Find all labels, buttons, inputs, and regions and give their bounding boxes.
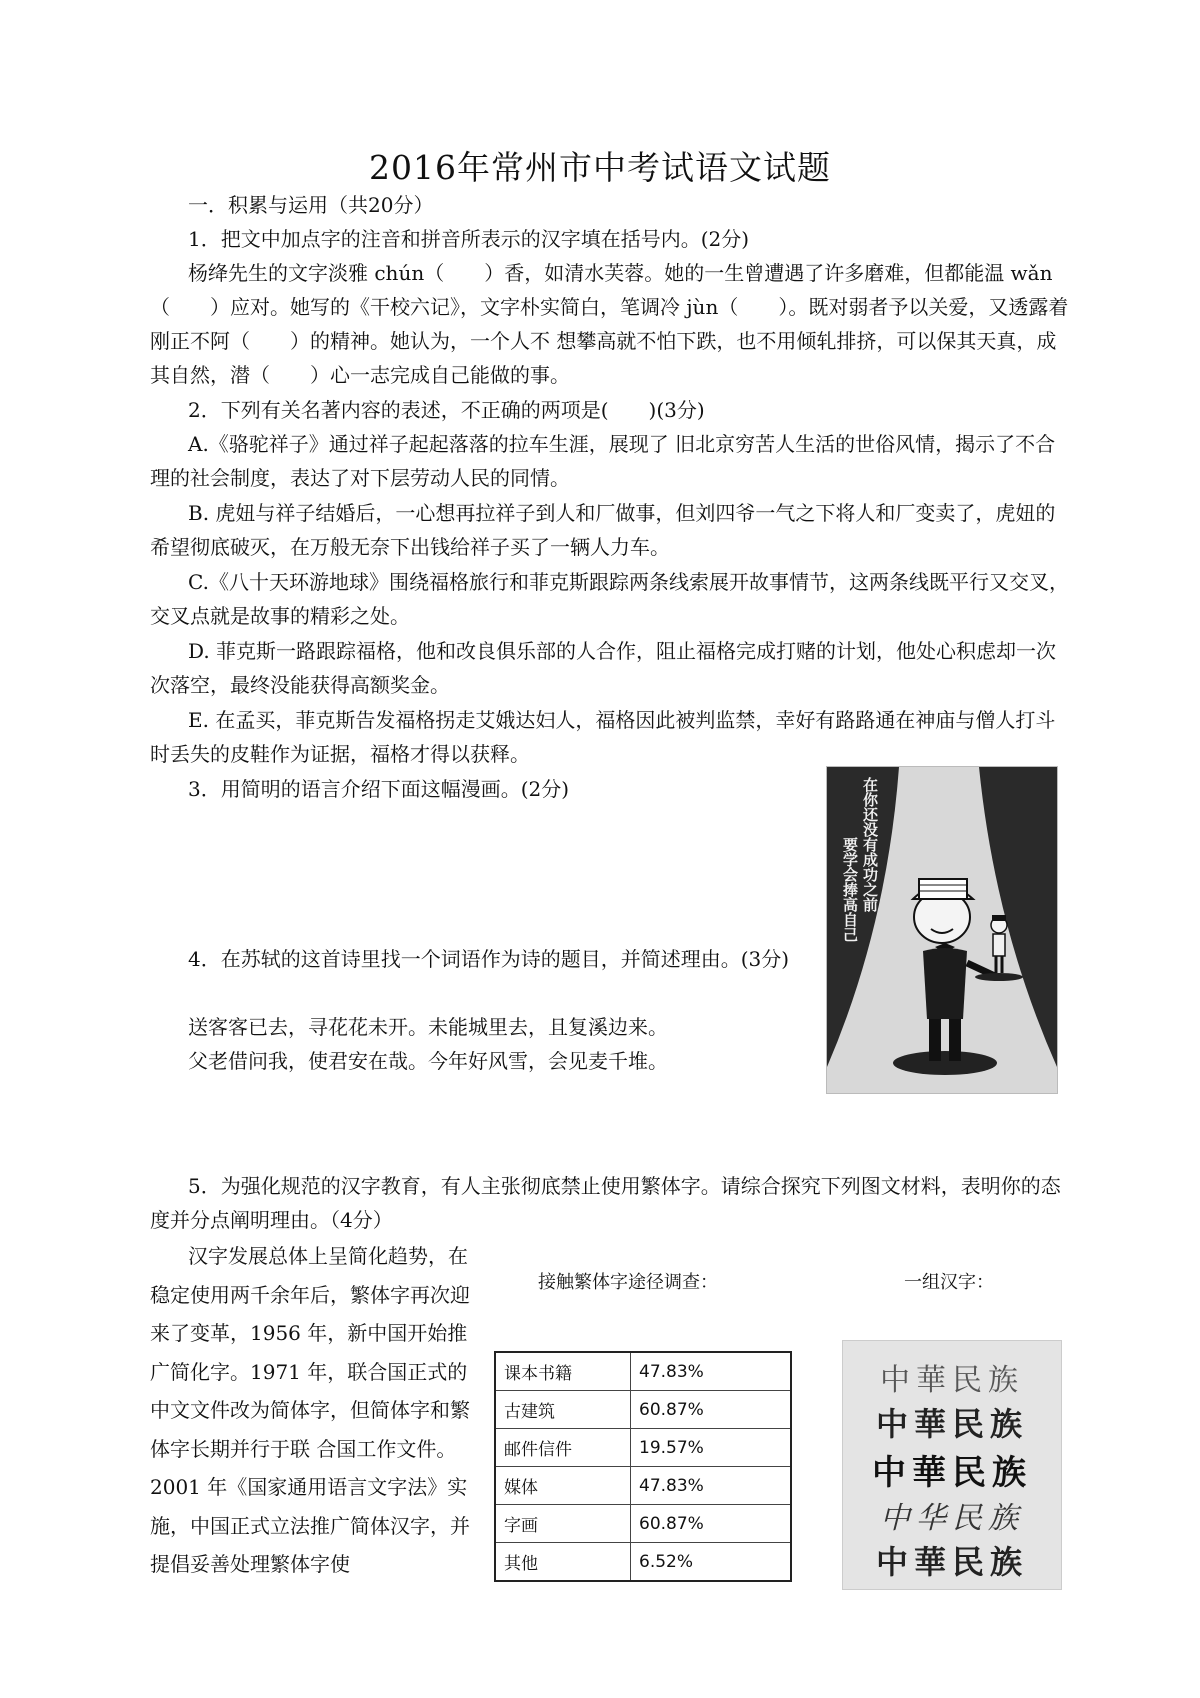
q2-option-a: A.《骆驼祥子》通过祥子起起落落的拉车生涯，展现了 旧北京穷苦人生活的世俗风情，揭示了不合理的社会制度，表达了对下层劳动人民的同情。 [150,432,1056,490]
survey-value: 6.52% [631,1543,792,1582]
q2-stem: 2．下列有关名著内容的表述，不正确的两项是( )(3分) [188,398,705,422]
table-row [495,1505,791,1543]
exam-title: 2016年常州市中考试语文试题 [369,148,831,187]
table-row [495,1352,791,1391]
survey-key: 古建筑 [495,1391,631,1429]
q4-poem-line-1: 送客客已去，寻花花未开。未能城里去，且复溪边来。 [188,1015,668,1039]
comic-image [826,766,1058,1094]
survey-key: 课本书籍 [495,1352,631,1391]
glyph-row-regular: 中華民族 [872,1453,1032,1493]
survey-value: 47.83% [631,1352,792,1391]
q5-material-text [150,1237,480,1584]
q1-text: 杨绛先生的文字淡雅 chún（ ）香，如清水芙蓉。她的一生曾遭遇了许多磨难，但都能温 wǎn（ ）应对。她写的《干校六记》，文字朴实简白，笔调冷 jùn（ ）。既对弱者予以关爱，又透露着刚正不阿（ ）的精神。她认为，一个人不 想攀高就不怕下跌，也不用倾轧排挤，可以保其天真，成其自然，潜（ ）心一志完成自己能做的事。 [150,261,1069,387]
q2-option-d: D. 菲克斯一路跟踪福格，他和改良俱乐部的人合作，阻止福格完成打赌的计划，他处心积虑却一次次落空，最终没能获得高额奖金。 [150,639,1057,697]
survey-value: 60.87% [631,1391,792,1429]
q2-option-c: C.《八十天环游地球》围绕福格旅行和菲克斯跟踪两条线索展开故事情节，这两条线既平行又交叉，交叉点就是故事的精彩之处。 [150,570,1069,628]
table-row [495,1391,791,1429]
survey-label: 接触繁体字途径调查： [538,1272,718,1293]
glyph-row-running: 中华民族 [880,1501,1024,1536]
q4-stem: 4．在苏轼的这首诗里找一个词语作为诗的题目，并简述理由。(3分) [188,947,790,971]
survey-value: 47.83% [631,1467,792,1505]
q2-option-e: E. 在孟买，菲克斯告发福格拐走艾娥达妇人，福格因此被判监禁，幸好有路路通在神庙与僧人打斗时丢失的皮鞋作为证据，福格才得以获释。 [150,708,1056,766]
q4-poem-line-2: 父老借问我，使君安在哉。今年好风雪，会见麦千堆。 [188,1049,668,1073]
survey-table [494,1351,792,1582]
survey-key: 邮件信件 [495,1429,631,1467]
glyph-row-clerical: 中華民族 [875,1405,1028,1443]
glyph-row-seal: 中華民族 [880,1363,1024,1398]
glyphs-label: 一组汉字： [904,1272,994,1293]
q1-stem: 1．把文中加点字的注音和拼音所表示的汉字填在括号内。(2分) [188,227,750,251]
survey-key: 媒体 [495,1467,631,1505]
q5-material-paragraph: 汉字发展总体上呈简化趋势，在稳定使用两千余年后，繁体字再次迎来了变革，1956 年，新中国开始推广简化字。1971 年，联合国正式的中文文件改为简体字，但简体字和繁体字长期并行于联 合国工作文件。2001 年《国家通用语言文字法》实施，中国正式立法推广简体汉字，并提倡妥善处理繁体字使 [150,1244,470,1576]
survey-key: 字画 [495,1505,631,1543]
comic-caption-1: 在你还没有成功之前 [861,777,879,912]
survey-value: 60.87% [631,1505,792,1543]
table-row [495,1543,791,1582]
q2-option-b: B. 虎妞与祥子结婚后，一心想再拉祥子到人和厂做事，但刘四爷一气之下将人和厂变卖了，虎妞的希望彻底破灭，在万般无奈下出钱给祥子买了一辆人力车。 [150,501,1056,559]
survey-value: 19.57% [631,1429,792,1467]
table-row [495,1467,791,1505]
calligraphy-image [842,1340,1062,1590]
comic-caption-2: 要学会捧高自己 [841,837,859,942]
q5-stem: 5．为强化规范的汉字教育，有人主张彻底禁止使用繁体字。请综合探究下列图文材料，表明你的态度并分点阐明理由。（4分） [150,1174,1061,1232]
glyph-row-print: 中華民族 [875,1543,1028,1581]
survey-key: 其他 [495,1543,631,1582]
q3-stem: 3．用简明的语言介绍下面这幅漫画。(2分) [188,777,570,801]
table-row [495,1429,791,1467]
section-heading: 一．积累与运用（共20分） [188,193,434,217]
